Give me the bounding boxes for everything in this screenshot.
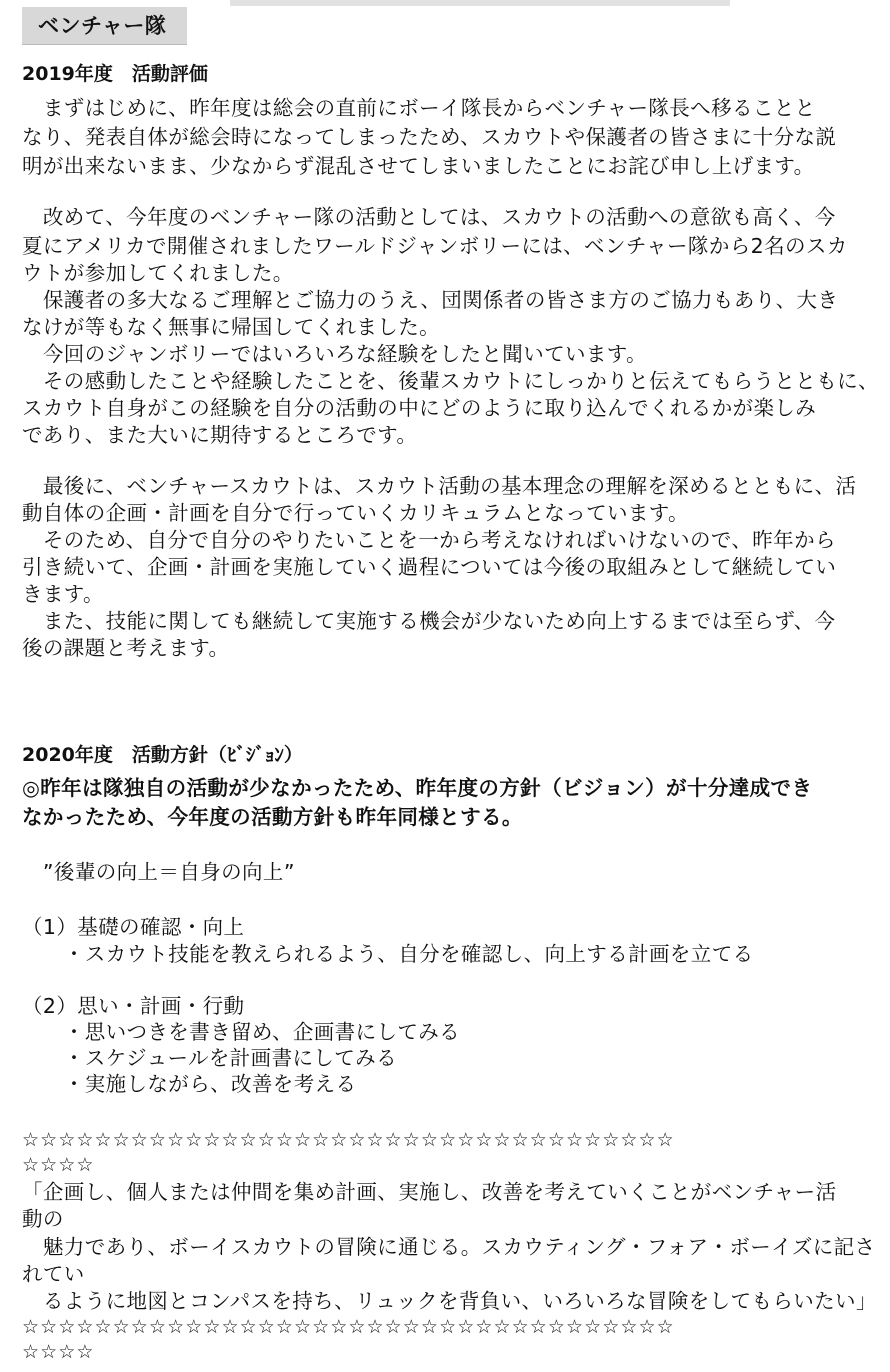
quote-line: 魅力であり、ボーイスカウトの冒険に通じる。スカウティング・フォア・ボーイズに記さ: [22, 1235, 876, 1259]
body-line: また、技能に関しても継続して実施する機会が少ないため向上するまでは至らず、今: [22, 609, 836, 633]
body-line: 後の課題と考えます。: [22, 636, 230, 660]
body-line: なり、発表自体が総会時になってしまったため、スカウトや保護者の皆さまに十分な説: [22, 125, 837, 149]
page-title: ベンチャー隊: [22, 7, 187, 45]
quote-line: 動の: [22, 1207, 64, 1231]
body-line: 動自体の企画・計画を自分で行っていくカリキュラムとなっています。: [22, 501, 689, 525]
body-line: そのため、自分で自分のやりたいことを一から考えなければいけないので、昨年から: [22, 528, 836, 552]
body-line: スカウト自身がこの経験を自分の活動の中にどのように取り込んでくれるかが楽しみ: [22, 396, 817, 420]
body-line: 夏にアメリカで開催されましたワールドジャンボリーには、ベンチャー隊から2名のスカ: [22, 234, 848, 258]
body-line: 改めて、今年度のベンチャー隊の活動としては、スカウトの活動への意欲も高く、今: [22, 205, 836, 229]
motto: ”後輩の向上＝自身の向上”: [22, 860, 295, 884]
policy-line: なかったため、今年度の活動方針も昨年同様とする。: [22, 805, 523, 829]
star-divider: ☆☆☆☆: [22, 1341, 95, 1363]
body-line: 今回のジャンボリーではいろいろな経験をしたと聞いています。: [22, 342, 647, 366]
quote-line: るように地図とコンパスを持ち、リュックを背負い、いろいろな冒険をしてもらいたい」: [22, 1289, 877, 1313]
body-line: 引き続いて、企画・計画を実施していく過程については今後の取組みとして継続してい: [22, 555, 837, 579]
star-divider: ☆☆☆☆☆☆☆☆☆☆☆☆☆☆☆☆☆☆☆☆☆☆☆☆☆☆☆☆☆☆☆☆☆☆☆☆: [22, 1129, 675, 1151]
body-line: きます。: [22, 582, 104, 606]
body-line: ウトが参加してくれました。: [22, 261, 294, 285]
quote-line: れてい: [22, 1262, 85, 1286]
body-line: その感動したことや経験したことを、後輩スカウトにしっかりと伝えてもらうとともに、: [22, 369, 879, 393]
item-2-bullet: ・思いつきを書き留め、企画書にしてみる: [22, 1020, 461, 1044]
star-divider: ☆☆☆☆☆☆☆☆☆☆☆☆☆☆☆☆☆☆☆☆☆☆☆☆☆☆☆☆☆☆☆☆☆☆☆☆: [22, 1316, 675, 1338]
body-line: 明が出来ないまま、少なからず混乱させてしまいましたことにお詫び申し上げます。: [22, 154, 815, 178]
body-line: であり、また大いに期待するところです。: [22, 423, 418, 447]
body-line: なけが等もなく無事に帰国してくれました。: [22, 315, 440, 339]
body-line: 保護者の多大なるご理解とご協力のうえ、団関係者の皆さま方のご協力もあり、大き: [22, 288, 839, 312]
item-2-title: （2）思い・計画・行動: [22, 994, 245, 1018]
body-line: 最後に、ベンチャースカウトは、スカウト活動の基本理念の理解を深めるとともに、活: [22, 474, 857, 498]
item-2-bullet: ・実施しながら、改善を考える: [22, 1072, 357, 1096]
section-2020-heading: 2020年度 活動方針（ﾋﾞｼﾞｮﾝ）: [22, 744, 303, 766]
star-divider: ☆☆☆☆: [22, 1154, 95, 1176]
scan-artifact: [230, 0, 730, 6]
quote-line: 「企画し、個人または仲間を集め計画、実施し、改善を考えていくことがベンチャー活: [22, 1180, 837, 1204]
section-2019-heading: 2019年度 活動評価: [22, 63, 208, 85]
item-2-bullet: ・スケジュールを計画書にしてみる: [22, 1046, 397, 1070]
item-1-title: （1）基礎の確認・向上: [22, 915, 245, 939]
body-line: まずはじめに、昨年度は総会の直前にボーイ隊長からベンチャー隊長へ移ることと: [22, 96, 816, 120]
item-1-bullet: ・スカウト技能を教えられるよう、自分を確認し、向上する計画を立てる: [22, 942, 754, 966]
policy-line: ◎昨年は隊独自の活動が少なかったため、昨年度の方針（ビジョン）が十分達成でき: [22, 776, 813, 800]
